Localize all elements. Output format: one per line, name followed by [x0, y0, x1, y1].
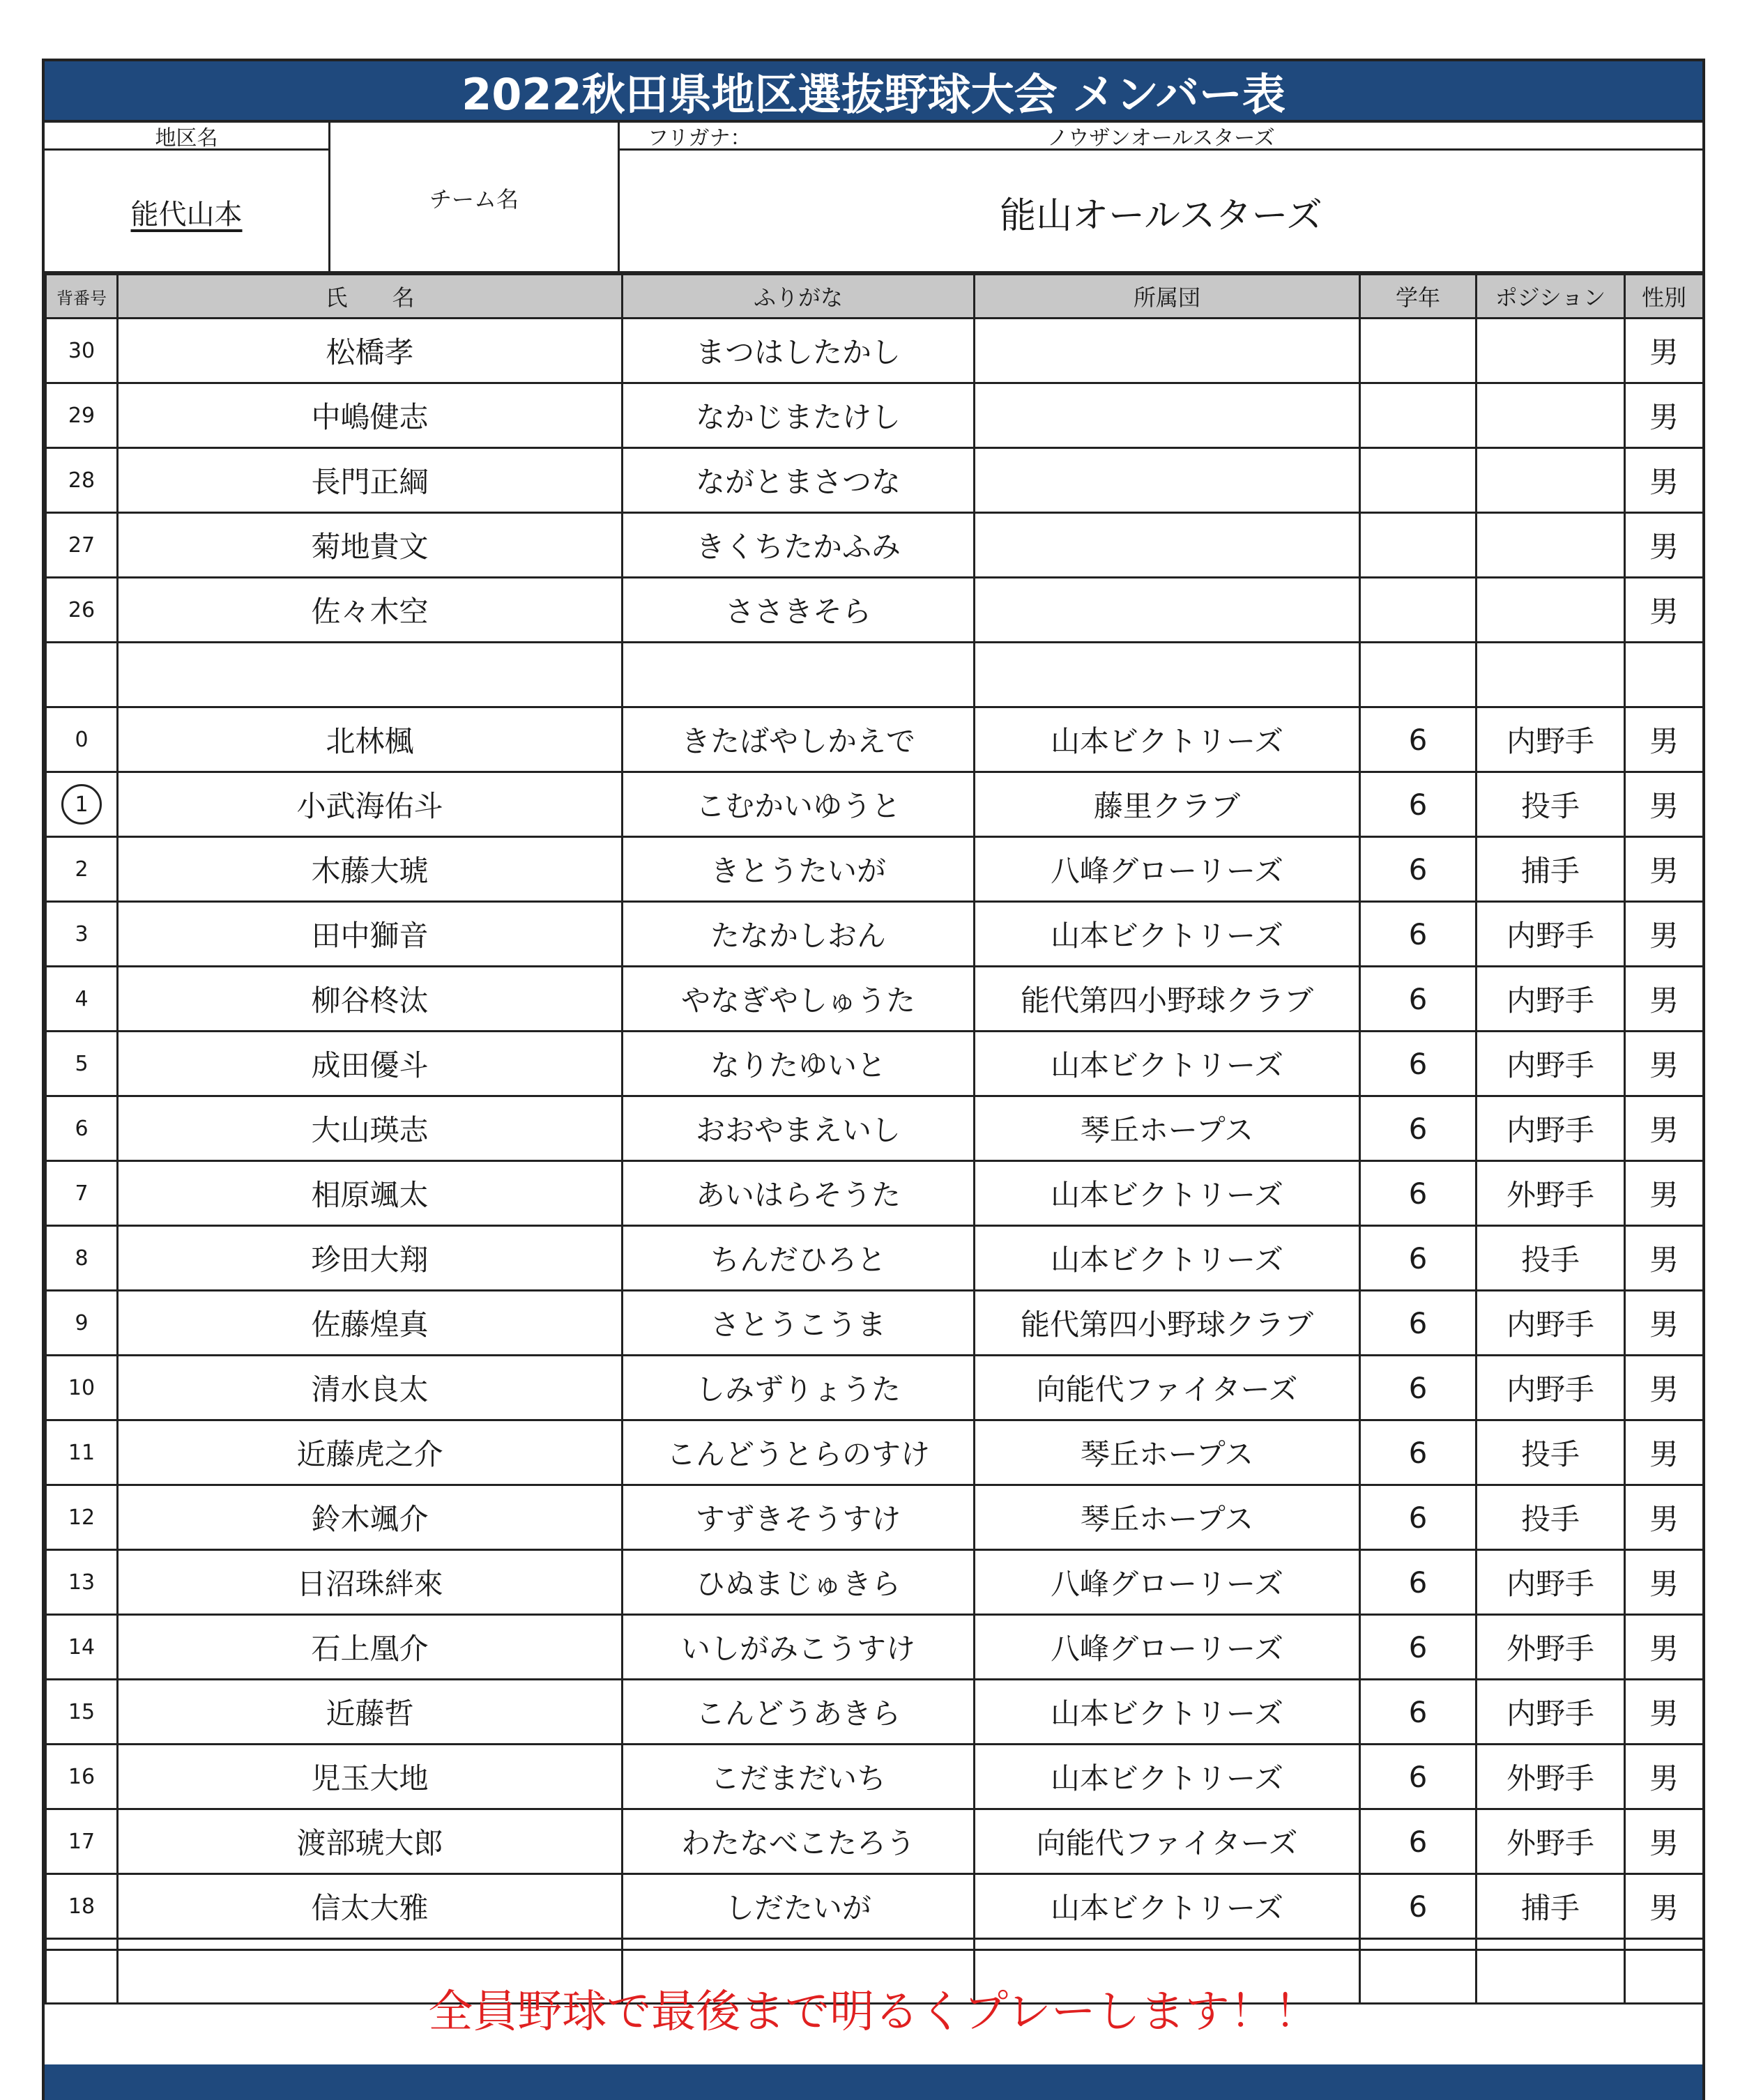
player-grade: 6 [1360, 1550, 1477, 1615]
player-position: 外野手 [1477, 1161, 1625, 1226]
player-name: 小武海佑斗 [118, 772, 623, 837]
player-name: 児玉大地 [118, 1745, 623, 1809]
player-grade [1360, 383, 1477, 448]
player-position: 内野手 [1477, 1680, 1625, 1745]
player-kana: きたばやしかえで [623, 707, 975, 772]
player-number: 8 [46, 1226, 118, 1291]
player-grade: 6 [1360, 772, 1477, 837]
player-kana: やなぎやしゅうた [623, 967, 975, 1032]
table-row [46, 319, 1704, 383]
player-name: 信太大雅 [118, 1874, 623, 1939]
player-name: 清水良太 [118, 1356, 623, 1420]
player-name: 長門正綱 [118, 448, 623, 513]
player-sex: 男 [1625, 448, 1704, 513]
player-sex: 男 [1625, 1356, 1704, 1420]
player-number: 30 [46, 319, 118, 383]
player-sex: 男 [1625, 902, 1704, 967]
table-row [46, 1809, 1704, 1874]
header-position: ポジション [1477, 275, 1625, 319]
player-name: 佐々木空 [118, 578, 623, 643]
player-name: 珍田大翔 [118, 1226, 623, 1291]
table-row [46, 1356, 1704, 1420]
player-name: 石上凰介 [118, 1615, 623, 1680]
player-club [975, 448, 1360, 513]
player-name: 佐藤煌真 [118, 1291, 623, 1356]
player-sex: 男 [1625, 1745, 1704, 1809]
captain-number-circle: 1 [61, 784, 102, 825]
table-row [46, 772, 1704, 837]
player-club: 八峰グローリーズ [975, 837, 1360, 902]
player-grade: 6 [1360, 1032, 1477, 1096]
player-grade: 6 [1360, 967, 1477, 1032]
table-row [46, 1291, 1704, 1356]
player-number: 13 [46, 1550, 118, 1615]
player-sex: 男 [1625, 837, 1704, 902]
furigana-row [620, 123, 1702, 151]
player-kana: ひぬまじゅきら [623, 1550, 975, 1615]
player-number: 5 [46, 1032, 118, 1096]
player-position: 内野手 [1477, 967, 1625, 1032]
player-name: 田中獅音 [118, 902, 623, 967]
player-club: 山本ビクトリーズ [975, 902, 1360, 967]
player-sex: 男 [1625, 1032, 1704, 1096]
player-sex: 男 [1625, 513, 1704, 578]
player-club: 琴丘ホープス [975, 1096, 1360, 1161]
table-row [46, 1096, 1704, 1161]
table-row [46, 1485, 1704, 1550]
player-club: 藤里クラブ [975, 772, 1360, 837]
player-position [1477, 643, 1625, 707]
player-grade: 6 [1360, 1745, 1477, 1809]
player-number: 28 [46, 448, 118, 513]
player-club: 向能代ファイターズ [975, 1809, 1360, 1874]
player-name: 日沼珠絆來 [118, 1550, 623, 1615]
table-row [46, 1550, 1704, 1615]
district-label: 地区名 [45, 123, 330, 151]
player-club: 能代第四小野球クラブ [975, 967, 1360, 1032]
player-club: 琴丘ホープス [975, 1420, 1360, 1485]
player-number: 14 [46, 1615, 118, 1680]
player-sex: 男 [1625, 383, 1704, 448]
player-position [1477, 578, 1625, 643]
header-name: 氏 名 [118, 275, 623, 319]
player-kana: さとうこうま [623, 1291, 975, 1356]
table-row [46, 448, 1704, 513]
player-club [975, 319, 1360, 383]
district-name: 能代山本 [130, 198, 243, 231]
player-number: 3 [46, 902, 118, 967]
player-kana: きくちたかふみ [623, 513, 975, 578]
player-position: 内野手 [1477, 1291, 1625, 1356]
player-number: 9 [46, 1291, 118, 1356]
footer-message: 全員野球で最後まで明るくプレーします！！ [45, 1949, 1702, 2064]
table-row [46, 383, 1704, 448]
player-club: 山本ビクトリーズ [975, 1161, 1360, 1226]
player-name: 菊地貴文 [118, 513, 623, 578]
player-position: 外野手 [1477, 1745, 1625, 1809]
player-sex: 男 [1625, 319, 1704, 383]
player-kana: しだたいが [623, 1874, 975, 1939]
player-number: 17 [46, 1809, 118, 1874]
header-kana: ふりがな [623, 275, 975, 319]
player-club [975, 383, 1360, 448]
district-value [45, 151, 330, 273]
table-row [46, 837, 1704, 902]
player-number: 7 [46, 1161, 118, 1226]
table-row [46, 1745, 1704, 1809]
player-club: 山本ビクトリーズ [975, 707, 1360, 772]
player-position: 外野手 [1477, 1809, 1625, 1874]
player-club: 能代第四小野球クラブ [975, 1291, 1360, 1356]
player-grade [1360, 643, 1477, 707]
player-grade: 6 [1360, 1161, 1477, 1226]
player-sex: 男 [1625, 578, 1704, 643]
player-grade: 6 [1360, 837, 1477, 902]
player-grade: 6 [1360, 1874, 1477, 1939]
player-club: 八峰グローリーズ [975, 1550, 1360, 1615]
player-number [46, 772, 118, 837]
header-number: 背番号 [46, 275, 118, 319]
player-grade: 6 [1360, 1485, 1477, 1550]
table-row [46, 1680, 1704, 1745]
player-name: 近藤虎之介 [118, 1420, 623, 1485]
player-name: 渡部琥大郎 [118, 1809, 623, 1874]
table-row [46, 1161, 1704, 1226]
player-sex: 男 [1625, 1291, 1704, 1356]
player-kana: なかじまたけし [623, 383, 975, 448]
player-grade: 6 [1360, 707, 1477, 772]
player-number: 10 [46, 1356, 118, 1420]
player-name: 北林楓 [118, 707, 623, 772]
player-position: 内野手 [1477, 1356, 1625, 1420]
player-sex: 男 [1625, 967, 1704, 1032]
player-kana: しみずりょうた [623, 1356, 975, 1420]
player-kana: こんどうあきら [623, 1680, 975, 1745]
player-position [1477, 448, 1625, 513]
player-kana: おおやまえいし [623, 1096, 975, 1161]
player-sex: 男 [1625, 772, 1704, 837]
player-position: 外野手 [1477, 1615, 1625, 1680]
player-club: 向能代ファイターズ [975, 1356, 1360, 1420]
player-grade: 6 [1360, 902, 1477, 967]
player-kana: こむかいゆうと [623, 772, 975, 837]
furigana-label: フリガナ： [648, 125, 752, 151]
player-position: 内野手 [1477, 1032, 1625, 1096]
player-number: 2 [46, 837, 118, 902]
player-grade: 6 [1360, 1291, 1477, 1356]
table-row [46, 643, 1704, 707]
player-kana: ちんだひろと [623, 1226, 975, 1291]
player-sex: 男 [1625, 1485, 1704, 1550]
player-sex: 男 [1625, 1550, 1704, 1615]
player-position: 捕手 [1477, 837, 1625, 902]
table-row [46, 707, 1704, 772]
player-grade: 6 [1360, 1356, 1477, 1420]
member-table [45, 273, 1704, 2005]
player-kana: ながとまさつな [623, 448, 975, 513]
player-club [975, 643, 1360, 707]
table-row [46, 513, 1704, 578]
table-row [46, 1226, 1704, 1291]
player-position: 投手 [1477, 1226, 1625, 1291]
player-grade [1360, 513, 1477, 578]
player-name: 成田優斗 [118, 1032, 623, 1096]
player-number: 26 [46, 578, 118, 643]
player-name: 松橋孝 [118, 319, 623, 383]
player-position: 内野手 [1477, 1096, 1625, 1161]
player-sex: 男 [1625, 1420, 1704, 1485]
player-grade [1360, 448, 1477, 513]
table-row [46, 902, 1704, 967]
player-position: 投手 [1477, 772, 1625, 837]
player-kana: あいはらそうた [623, 1161, 975, 1226]
footer-bar [45, 2064, 1702, 2100]
player-number: 16 [46, 1745, 118, 1809]
player-number: 6 [46, 1096, 118, 1161]
player-kana: きとうたいが [623, 837, 975, 902]
player-name [118, 643, 623, 707]
player-grade: 6 [1360, 1420, 1477, 1485]
header-grade: 学年 [1360, 275, 1477, 319]
player-sex [1625, 643, 1704, 707]
team-label: チーム名 [330, 123, 620, 273]
table-header-row [46, 275, 1704, 319]
table-row [46, 1032, 1704, 1096]
player-kana: こんどうとらのすけ [623, 1420, 975, 1485]
player-number: 11 [46, 1420, 118, 1485]
player-kana: こだまだいち [623, 1745, 975, 1809]
player-name: 木藤大琥 [118, 837, 623, 902]
player-sex: 男 [1625, 1615, 1704, 1680]
team-info-block [45, 123, 1702, 273]
table-row [46, 578, 1704, 643]
player-sex: 男 [1625, 1096, 1704, 1161]
player-grade: 6 [1360, 1226, 1477, 1291]
player-number: 29 [46, 383, 118, 448]
player-position: 投手 [1477, 1485, 1625, 1550]
player-grade: 6 [1360, 1809, 1477, 1874]
player-number: 4 [46, 967, 118, 1032]
player-position: 内野手 [1477, 1550, 1625, 1615]
player-kana [623, 643, 975, 707]
player-kana: ささきそら [623, 578, 975, 643]
table-row [46, 1874, 1704, 1939]
player-club: 山本ビクトリーズ [975, 1680, 1360, 1745]
player-kana: いしがみこうすけ [623, 1615, 975, 1680]
player-kana: わたなべこたろう [623, 1809, 975, 1874]
player-sex: 男 [1625, 707, 1704, 772]
table-row [46, 1420, 1704, 1485]
player-position [1477, 319, 1625, 383]
player-name: 中嶋健志 [118, 383, 623, 448]
player-number: 0 [46, 707, 118, 772]
player-kana: すずきそうすけ [623, 1485, 975, 1550]
player-position: 内野手 [1477, 902, 1625, 967]
player-grade: 6 [1360, 1096, 1477, 1161]
sheet-title: 2022秋田県地区選抜野球大会 メンバー表 [45, 59, 1702, 123]
player-number: 12 [46, 1485, 118, 1550]
player-club: 山本ビクトリーズ [975, 1745, 1360, 1809]
player-position: 捕手 [1477, 1874, 1625, 1939]
player-number [46, 643, 118, 707]
player-club: 山本ビクトリーズ [975, 1226, 1360, 1291]
player-position: 投手 [1477, 1420, 1625, 1485]
player-position [1477, 383, 1625, 448]
table-row [46, 967, 1704, 1032]
player-name: 近藤哲 [118, 1680, 623, 1745]
player-club [975, 578, 1360, 643]
player-club: 山本ビクトリーズ [975, 1032, 1360, 1096]
member-rows [46, 319, 1704, 2004]
player-grade: 6 [1360, 1680, 1477, 1745]
header-sex: 性別 [1625, 275, 1704, 319]
player-number: 18 [46, 1874, 118, 1939]
player-position: 内野手 [1477, 707, 1625, 772]
player-club: 八峰グローリーズ [975, 1615, 1360, 1680]
player-number: 15 [46, 1680, 118, 1745]
table-row [46, 1615, 1704, 1680]
player-name: 柳谷柊汰 [118, 967, 623, 1032]
player-sex: 男 [1625, 1680, 1704, 1745]
player-grade: 6 [1360, 1615, 1477, 1680]
player-kana: まつはしたかし [623, 319, 975, 383]
player-sex: 男 [1625, 1809, 1704, 1874]
player-grade [1360, 578, 1477, 643]
player-grade [1360, 319, 1477, 383]
player-club: 琴丘ホープス [975, 1485, 1360, 1550]
player-name: 相原颯太 [118, 1161, 623, 1226]
player-kana: なりたゆいと [623, 1032, 975, 1096]
header-club: 所属団 [975, 275, 1360, 319]
player-name: 鈴木颯介 [118, 1485, 623, 1550]
player-sex: 男 [1625, 1874, 1704, 1939]
furigana-value: ノウザンオールスターズ [1047, 125, 1275, 151]
member-sheet [42, 59, 1705, 2100]
team-name: 能山オールスターズ [1000, 194, 1322, 237]
player-sex: 男 [1625, 1161, 1704, 1226]
player-sex: 男 [1625, 1226, 1704, 1291]
player-name: 大山瑛志 [118, 1096, 623, 1161]
player-club: 山本ビクトリーズ [975, 1874, 1360, 1939]
player-club [975, 513, 1360, 578]
player-position [1477, 513, 1625, 578]
player-kana: たなかしおん [623, 902, 975, 967]
player-number: 27 [46, 513, 118, 578]
